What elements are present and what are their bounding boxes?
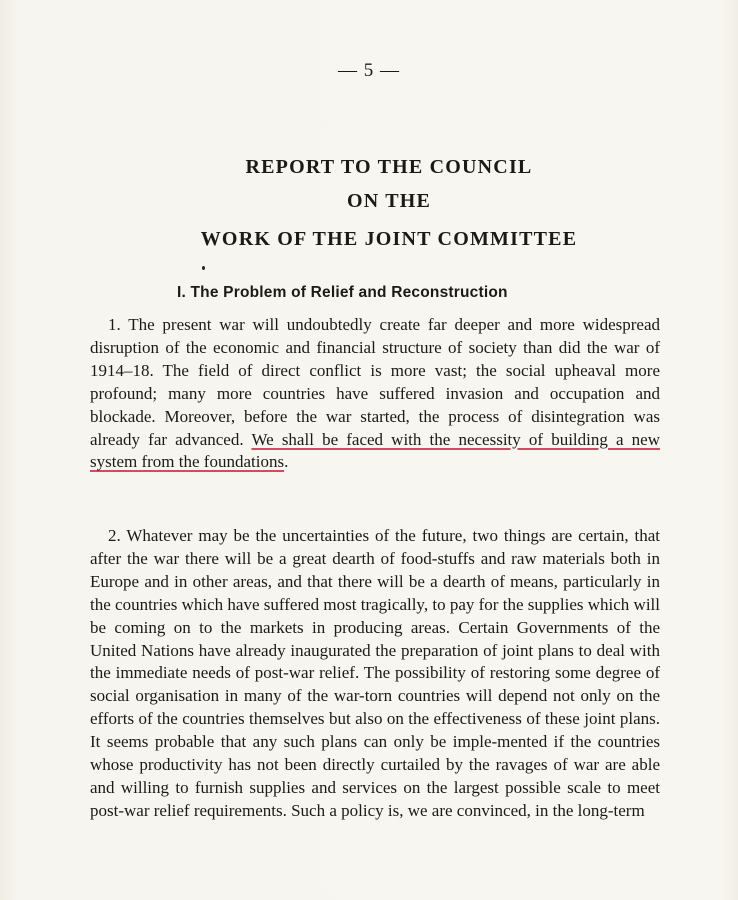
report-title-line-3: WORK OF THE JOINT COMMITTEE	[200, 228, 578, 250]
paragraph-1-text: The present war will undoubtedly create far deeper and more widespread disruption of the economic and financial structure of society than did the war of 1914–18. The field of direct conflict is more vast; the social upheaval more profound; many more countries have suffered invasion and occupation and blockade. Moreover, before the war started, the process of disintegration was already far advanced.	[90, 315, 660, 449]
paragraph-2-text: Whatever may be the uncertainties of the future, two things are certain, that after the war there will be a great dearth of food-stuffs and raw materials both in Europe and in other areas, and that there will be a dearth of means, particularly in the countries which have suffered most tragically, to pay for the supplies which will be coming on to the markets in producing areas. Certain Governments of the United Nations have already inaugurated the preparation of joint plans to deal with the immediate needs of post-war relief. The possibility of restoring some degree of social organisation in many of the war-torn countries will depend not only on the efforts of the countries themselves but also on the effectiveness of these joint plans. It seems probable that any such plans can only be imple-mented if the countries whose productivity has not been directly curtailed by the ravages of war are able and willing to furnish supplies and services on the largest possible scale to meet post-war relief requirements. Such a policy is, we are convinced, in the long-term	[90, 526, 660, 820]
ink-speck-mark	[202, 266, 205, 270]
paragraph-1-end: .	[284, 452, 289, 472]
paragraph-2-number: 2.	[108, 526, 121, 545]
paragraph-1	[90, 314, 660, 474]
paragraph-2	[90, 525, 660, 823]
section-heading: I. The Problem of Relief and Reconstruction	[177, 284, 508, 301]
report-title-line-1: REPORT TO THE COUNCIL	[245, 156, 533, 178]
paragraph-1-number: 1.	[108, 315, 121, 334]
page-number: — 5 —	[338, 60, 400, 81]
paragraph-1-underlined-sentence: We shall be faced with the necessity of building a new system from the foundations	[90, 429, 661, 472]
report-title-line-2: ON THE	[346, 190, 432, 212]
